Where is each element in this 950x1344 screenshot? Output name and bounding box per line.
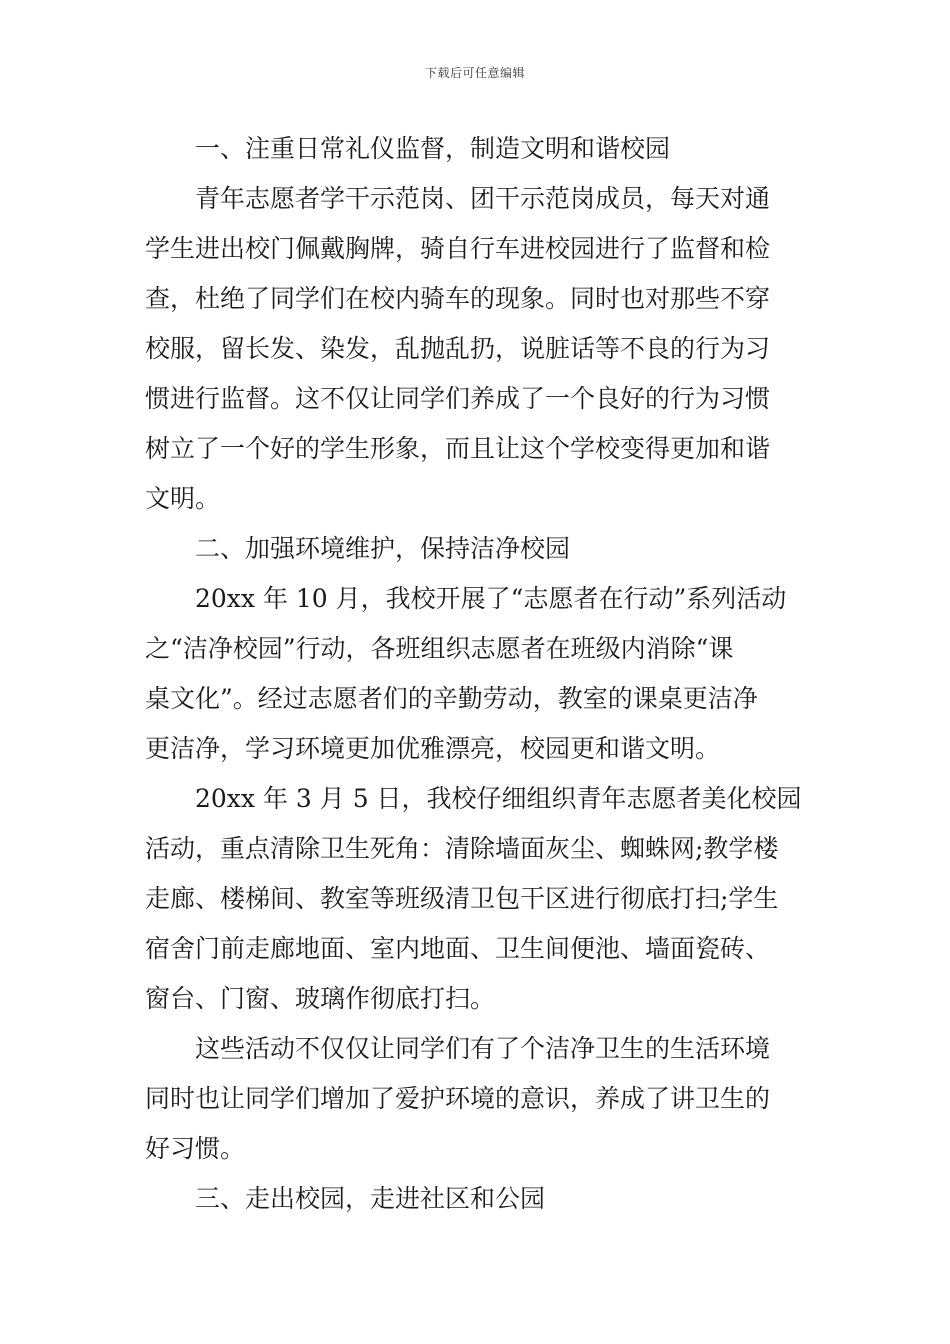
header-note: 下载后可任意编辑 <box>424 66 525 80</box>
text-line: 二、加强环境维护，保持洁净校园 <box>195 534 571 563</box>
text-line: 三、走出校园，走进社区和公园 <box>195 1184 546 1213</box>
text-line: 校服，留长发、染发，乱抛乱扔，说脏话等不良的行为习 <box>145 334 771 363</box>
text-line: 宿舍门前走廊地面、室内地面、卫生间便池、墙面瓷砖、 <box>145 934 771 963</box>
text-line: 这些活动不仅仅让同学们有了个洁净卫生的生活环境 <box>195 1034 771 1063</box>
document-body <box>145 124 807 1224</box>
text-line: 20xx 年 10 月，我校开展了“志愿者在行动”系列活动 <box>195 584 787 613</box>
text-line: 惯进行监督。这不仅让同学们养成了一个良好的行为习惯 <box>145 384 771 413</box>
text-line: 窗台、门窗、玻璃作彻底打扫。 <box>145 984 496 1013</box>
text-line: 走廊、楼梯间、教室等班级清卫包干区进行彻底打扫;学生 <box>145 884 779 913</box>
text-line: 20xx 年 3 月 5 日，我校仔细组织青年志愿者美化校园 <box>195 784 802 813</box>
text-line: 查，杜绝了同学们在校内骑车的现象。同时也对那些不穿 <box>145 284 771 313</box>
text-line: 之“洁净校园”行动，各班组织志愿者在班级内消除“课 <box>145 634 734 663</box>
text-line: 桌文化”。经过志愿者们的辛勤劳动，教室的课桌更洁净 <box>145 684 758 713</box>
text-line: 一、注重日常礼仪监督，制造文明和谐校园 <box>195 134 671 163</box>
text-line: 好习惯。 <box>145 1134 246 1163</box>
text-line: 学生进出校门佩戴胸牌，骑自行车进校园进行了监督和检 <box>145 234 771 263</box>
text-line: 文明。 <box>145 484 221 513</box>
text-line: 更洁净，学习环境更加优雅漂亮，校园更和谐文明。 <box>145 734 721 763</box>
text-line: 青年志愿者学干示范岗、团干示范岗成员，每天对通 <box>195 184 771 213</box>
text-line: 同时也让同学们增加了爱护环境的意识，养成了讲卫生的 <box>145 1084 771 1113</box>
text-line: 树立了一个好的学生形象，而且让这个学校变得更加和谐 <box>145 434 771 463</box>
text-line: 活动，重点清除卫生死角：清除墙面灰尘、蜘蛛网;教学楼 <box>145 834 779 863</box>
